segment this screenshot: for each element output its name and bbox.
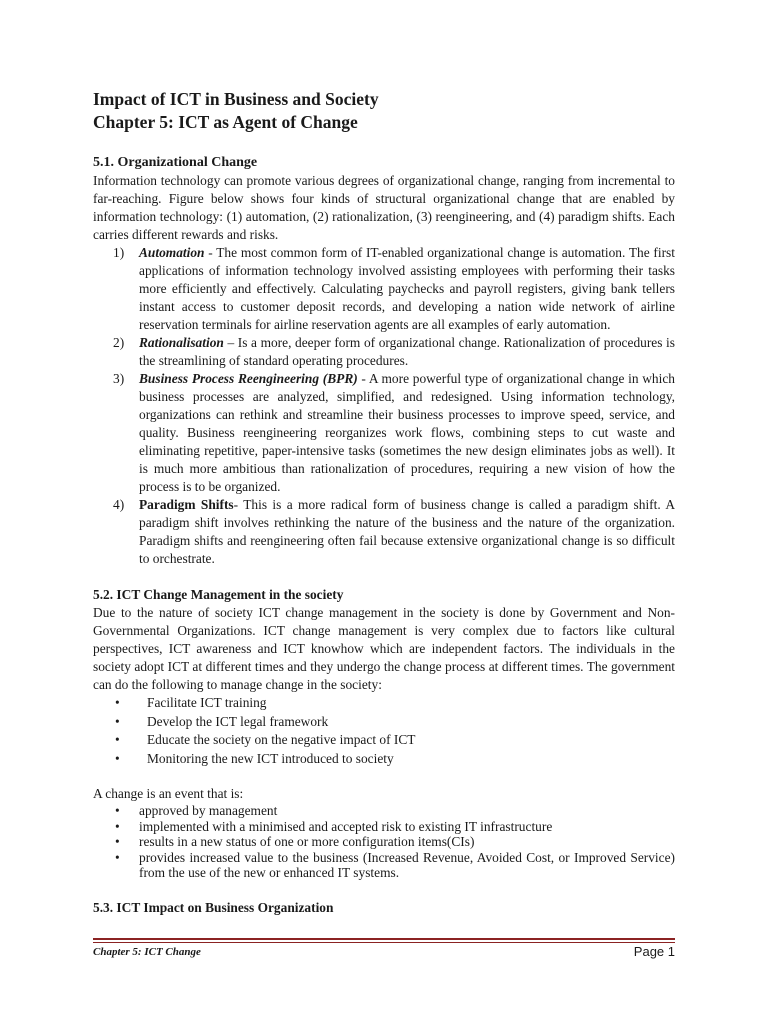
government-actions-list xyxy=(93,694,675,768)
bullet-icon: • xyxy=(115,695,120,710)
bullet-icon: • xyxy=(115,834,120,849)
list-text: provides increased value to the business (Increased Revenue, Avoided Cost, or Improved Service) from the use of the new or enhanced IT systems. xyxy=(139,849,675,880)
list-text: Develop the ICT legal framework xyxy=(147,713,329,729)
page-number: Page 1 xyxy=(633,944,675,959)
change-definition-intro: A change is an event that is: xyxy=(93,786,244,801)
bullet-icon: • xyxy=(115,818,120,834)
list-term: Automation xyxy=(139,245,205,260)
list-item xyxy=(93,819,675,835)
document-title: Impact of ICT in Business and Society xyxy=(93,89,379,109)
list-text: results in a new status of one or more configuration items(CIs) xyxy=(139,834,475,849)
list-text: - This is a more radical form of business change is called a paradigm shift. A paradigm shift involves rethinking the nature of the business and the nature of the organization. Paradigm shifts and reengineering often fail because extensive organizational change is so difficult to orchestrate. xyxy=(139,497,676,566)
list-number: 4) xyxy=(113,497,125,512)
list-item xyxy=(93,334,675,370)
list-term: Rationalisation xyxy=(139,335,224,350)
footer-rule-thin xyxy=(93,942,675,943)
list-number: 3) xyxy=(113,371,125,386)
list-number: 1) xyxy=(113,245,125,260)
list-item xyxy=(93,850,675,881)
section-heading-5-1: 5.1. Organizational Change xyxy=(93,155,258,170)
list-text: Educate the society on the negative impact of ICT xyxy=(147,732,416,747)
bullet-icon: • xyxy=(115,750,120,766)
section-heading-5-2: 5.2. ICT Change Management in the society xyxy=(93,587,344,602)
section-5-2-intro: Due to the nature of society ICT change management in the society is done by Government and Non-Governmental Organizations. ICT change management is very complex due to factors like cultural perspectives, ICT awareness and ICT knowhow which are independent factors. The individuals in the society adopt ICT at different times and they undergo the change process at different times. The government can do the following to manage change in the society: xyxy=(93,605,675,692)
list-item xyxy=(93,694,675,713)
list-text: implemented with a minimised and accepted risk to existing IT infrastructure xyxy=(139,818,553,834)
list-term: Paradigm Shifts xyxy=(139,497,234,512)
list-text: approved by management xyxy=(139,803,278,818)
list-term: Business Process Reengineering (BPR) xyxy=(139,371,358,386)
section-5-1-intro: Information technology can promote various degrees of organizational change, ranging from incremental to far-reaching. Figure below shows four kinds of structural organizational change that are enabled by information technology: (1) automation, (2) rationalization, (3) reengineering, and (4) paradigm shifts. Each carries different rewards and risks. xyxy=(93,173,675,242)
bullet-icon: • xyxy=(115,849,120,865)
list-text: - A more powerful type of organizational change in which business processes are analyzed, simplified, and redesigned. Using information technology, organizations can rethink and streamline their business processes to improve speed, service, and quality. Business reengineering reorganizes work flows, combining steps to cut waste and eliminating repetitive, paper-intensive tasks (sometimes the new design eliminates jobs as well). It is much more ambitious than rationalization of procedures, requiring a new vision of how the process is to be organized. xyxy=(139,371,675,494)
list-item xyxy=(93,370,675,496)
bullet-icon: • xyxy=(115,803,120,818)
footer-chapter-label: Chapter 5: ICT Change xyxy=(93,946,201,958)
list-text: Monitoring the new ICT introduced to society xyxy=(147,750,394,766)
list-text: – Is a more, deeper form of organizational change. Rationalization of procedures is the streamlining of standard operating procedures. xyxy=(139,335,675,368)
list-item xyxy=(93,731,675,750)
document-page xyxy=(93,88,675,917)
footer-rule xyxy=(93,938,675,940)
change-types-list xyxy=(93,244,675,568)
chapter-title: Chapter 5: ICT as Agent of Change xyxy=(93,112,358,132)
change-definition-list xyxy=(93,803,675,881)
bullet-icon: • xyxy=(115,713,120,729)
list-number: 2) xyxy=(113,335,125,350)
list-item xyxy=(93,803,675,819)
list-item xyxy=(93,834,675,850)
list-text: - The most common form of IT-enabled organizational change is automation. The first applications of information technology involved assisting employees with performing their tasks more efficiently and effectively. Calculating paychecks and payroll registers, giving bank tellers instant access to customer deposit records, and developing a nation wide network of airline reservation terminals for airline reservation agents are all examples of early automation. xyxy=(139,245,675,332)
list-item xyxy=(93,713,675,732)
list-text: Facilitate ICT training xyxy=(147,695,267,710)
list-item xyxy=(93,750,675,769)
list-item xyxy=(93,244,675,334)
bullet-icon: • xyxy=(115,732,120,747)
list-item xyxy=(93,496,675,568)
section-heading-5-3: 5.3. ICT Impact on Business Organization xyxy=(93,899,334,915)
